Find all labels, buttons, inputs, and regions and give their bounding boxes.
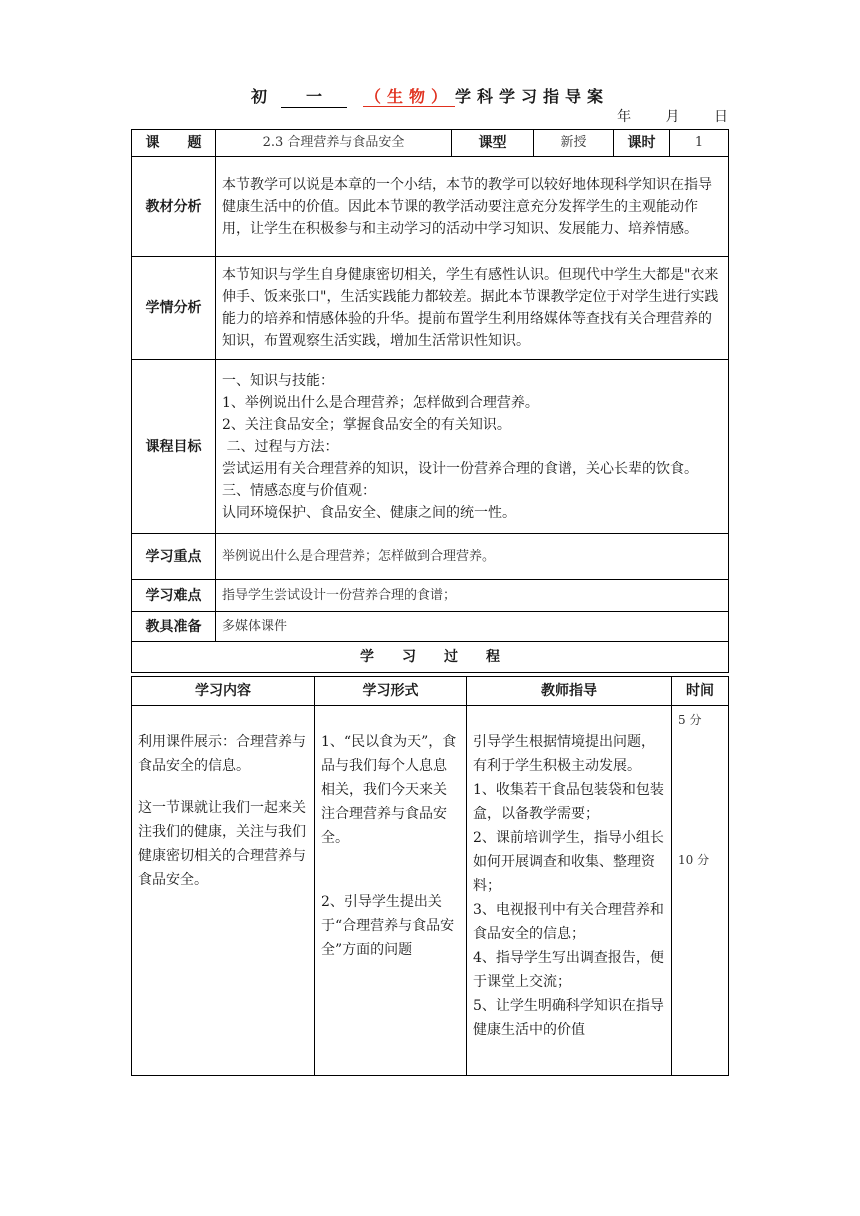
topic-label: 课 题 [132, 130, 216, 157]
time-cell [672, 706, 729, 1076]
subject-label: （生物） [364, 87, 453, 106]
textbook-label: 教材分析 [132, 157, 216, 257]
goal-line: 三、情感态度与价值观： [222, 482, 376, 499]
time-value: 10 分 [678, 853, 710, 867]
goals-label: 课程目标 [132, 360, 216, 534]
goal-line: 一、知识与技能： [222, 372, 334, 389]
goal-line: 2、关注食品安全；掌握食品安全的有关知识。 [222, 416, 511, 433]
goal-line: 1、举例说出什么是合理营养；怎样做到合理营养。 [222, 394, 539, 411]
header-time: 时间 [672, 677, 729, 706]
grade-label: 初 [250, 87, 273, 106]
goal-line: 认同环境保护、食品安全、健康之间的统一性。 [222, 504, 516, 521]
guidance-item: 4、指导学生写出调查报告，便于课堂上交流； [473, 950, 664, 990]
key-row [132, 534, 729, 580]
grade-blank: 一 [281, 84, 347, 108]
content-paragraph: 这一节课就让我们一起来关注我们的健康，关注与我们健康密切相关的合理营养与食品安全。 [138, 800, 306, 888]
date-day: 日 [714, 109, 728, 125]
process-title-row [132, 642, 729, 673]
students-text: 本节知识与学生自身健康密切相关，学生有感性认识。但现代中学生大都是"衣来伸手、饭来张口"，生活实践能力都较差。据此本节课教学定位于对学生进行实践能力的培养和情感体验的升华。提前布置学生利用络媒体等查找有关合理营养的知识，布置观察生活实践，增加生活常识性知识。 [216, 257, 729, 360]
date-year: 年 [617, 109, 632, 125]
tools-label: 教具准备 [132, 612, 216, 642]
form-cell [315, 706, 467, 1076]
title-suffix: 学科学习指导案 [455, 87, 610, 106]
hours-label: 课时 [614, 130, 670, 157]
topic-value: 2.3 合理营养与食品安全 [216, 130, 452, 157]
time-value: 5 分 [678, 713, 702, 727]
process-body-row [132, 706, 729, 1076]
textbook-text: 本节教学可以说是本章的一个小结，本节的教学可以较好地体现科学知识在指导健康生活中的价值。因此本节课的教学活动要注意充分发挥学生的主观能动作用，让学生在积极参与和主动学习的活动中学习知识、发展能力、培养情感。 [216, 157, 729, 257]
difficulty-text: 指导学生尝试设计一份营养合理的食谱； [216, 580, 729, 612]
guidance-item: 2、课前培训学生，指导小组长如何开展调查和收集、整理资料； [473, 830, 664, 894]
header-guidance: 教师指导 [467, 677, 672, 706]
type-label: 课型 [452, 130, 534, 157]
content-cell [132, 706, 315, 1076]
guidance-item: 1、收集若干食品包装袋和包装盒，以备教学需要； [473, 782, 664, 822]
students-label: 学情分析 [132, 257, 216, 360]
goals-row [132, 360, 729, 534]
date-month: 月 [665, 109, 680, 125]
document-title [0, 84, 860, 108]
process-header-row [132, 677, 729, 706]
topic-row [132, 130, 729, 157]
goal-line: 二、过程与方法： [222, 438, 339, 455]
form-paragraph: 2、引导学生提出关于“合理营养与食品安全”方面的问题 [321, 894, 455, 958]
guidance-cell [467, 706, 672, 1076]
type-value: 新授 [534, 130, 614, 157]
process-title: 学 习 过 程 [132, 642, 729, 673]
learning-process-table [131, 676, 729, 1076]
key-text: 举例说出什么是合理营养；怎样做到合理营养。 [216, 534, 729, 580]
guidance-item: 引导学生根据情境提出问题，有利于学生积极主动发展。 [473, 734, 655, 774]
difficulty-row [132, 580, 729, 612]
key-label: 学习重点 [132, 534, 216, 580]
guidance-item: 3、电视报刊中有关合理营养和食品安全的信息； [473, 902, 664, 942]
tools-row [132, 612, 729, 642]
textbook-row [132, 157, 729, 257]
form-paragraph: 1、“民以食为天”，食品与我们每个人息息相关，我们今天来关注合理营养与食品安全。 [321, 734, 457, 846]
header-form: 学习形式 [315, 677, 467, 706]
guidance-item: 5、让学生明确科学知识在指导健康生活中的价值 [473, 998, 664, 1038]
students-row [132, 257, 729, 360]
tools-text: 多媒体课件 [216, 612, 729, 642]
content-paragraph: 利用课件展示：合理营养与食品安全的信息。 [138, 734, 306, 774]
hours-value: 1 [670, 130, 729, 157]
difficulty-label: 学习难点 [132, 580, 216, 612]
header-content: 学习内容 [132, 677, 315, 706]
goal-line: 尝试运用有关合理营养的知识，设计一份营养合理的食谱，关心长辈的饮食。 [222, 460, 698, 477]
date-line [587, 106, 728, 126]
lesson-info-table [131, 129, 729, 673]
goals-cell [216, 360, 729, 534]
